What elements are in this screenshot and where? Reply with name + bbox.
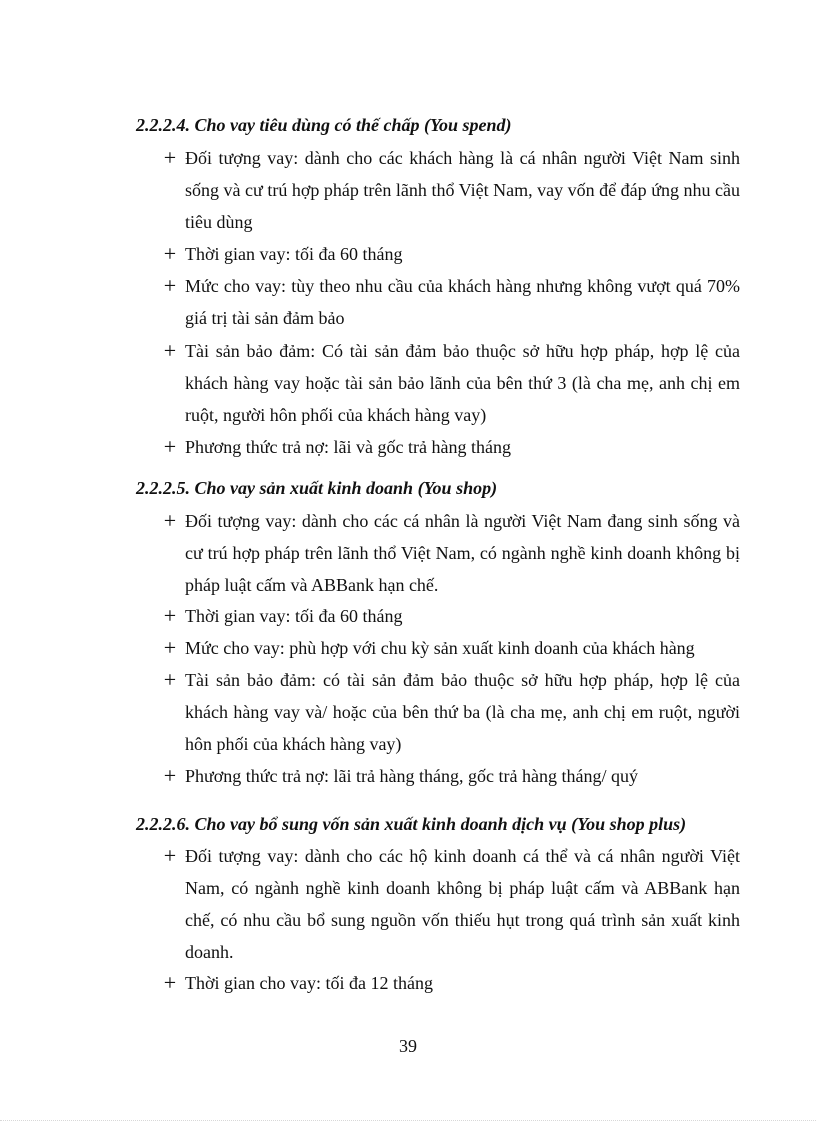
bullet-text: Phương thức trả nợ: lãi và gốc trả hàng tháng (185, 437, 511, 457)
bullet-text: Thời gian vay: tối đa 60 tháng (185, 244, 403, 264)
plus-bullet-icon: + (163, 273, 177, 298)
bullet-text: Thời gian cho vay: tối đa 12 tháng (185, 973, 433, 993)
bullet-item (160, 142, 740, 238)
plus-bullet-icon: + (163, 970, 177, 995)
bullet-text: Phương thức trả nợ: lãi trả hàng tháng, gốc trả hàng tháng/ quý (185, 766, 638, 786)
bullet-item (160, 840, 740, 968)
section-heading-2-2-2-4: 2.2.2.4. Cho vay tiêu dùng có thế chấp (You spend) (136, 115, 512, 135)
bullet-item (160, 238, 740, 270)
plus-bullet-icon: + (163, 508, 177, 533)
bullet-text: Mức cho vay: tùy theo nhu cầu của khách hàng nhưng không vượt quá 70% giá trị tài sản đảm bảo (185, 276, 740, 328)
bullet-text: Tài sản bảo đảm: có tài sản đảm bảo thuộc sở hữu hợp pháp, hợp lệ của khách hàng vay và/ hoặc của bên thứ ba (là cha mẹ, anh chị em ruột, người hôn phối của khách hàng vay) (185, 670, 740, 754)
section-heading-2-2-2-6: 2.2.2.6. Cho vay bổ sung vốn sản xuất kinh doanh dịch vụ (You shop plus) (136, 814, 687, 834)
bullet-item (160, 632, 740, 664)
bullet-item (160, 760, 740, 792)
bullet-text: Đối tượng vay: dành cho các khách hàng là cá nhân người Việt Nam sinh sống và cư trú hợp pháp trên lãnh thổ Việt Nam, vay vốn để đáp ứng nhu cầu tiêu dùng (185, 148, 740, 232)
plus-bullet-icon: + (163, 763, 177, 788)
plus-bullet-icon: + (163, 338, 177, 363)
footer-divider (0, 1120, 816, 1121)
bullet-item (160, 431, 740, 463)
plus-bullet-icon: + (163, 635, 177, 660)
bullet-text: Tài sản bảo đảm: Có tài sản đảm bảo thuộc sở hữu hợp pháp, hợp lệ của khách hàng vay hoặc tài sản bảo lãnh của bên thứ 3 (là cha mẹ, anh chị em ruột, người hôn phối của khách hàng vay) (185, 341, 740, 425)
bullet-text: Mức cho vay: phù hợp với chu kỳ sản xuất kinh doanh của khách hàng (185, 638, 695, 658)
plus-bullet-icon: + (163, 241, 177, 266)
bullet-item (160, 967, 740, 999)
bullet-text: Đối tượng vay: dành cho các cá nhân là người Việt Nam đang sinh sống và cư trú hợp pháp trên lãnh thổ Việt Nam, có ngành nghề kinh doanh không bị pháp luật cấm và ABBank hạn chế. (185, 511, 740, 595)
bullet-item (160, 505, 740, 601)
bullet-text: Thời gian vay: tối đa 60 tháng (185, 606, 403, 626)
bullet-item (160, 270, 740, 334)
bullet-text: Đối tượng vay: dành cho các hộ kinh doanh cá thể và cá nhân người Việt Nam, có ngành nghề kinh doanh không bị pháp luật cấm và ABBank hạn chế, có nhu cầu bổ sung nguồn vốn thiếu hụt trong quá trình sản xuất kinh doanh. (185, 846, 740, 962)
section-heading-2-2-2-5: 2.2.2.5. Cho vay sản xuất kinh doanh (You shop) (136, 478, 498, 498)
page-number: 39 (399, 1036, 417, 1056)
plus-bullet-icon: + (163, 603, 177, 628)
bullet-item (160, 600, 740, 632)
plus-bullet-icon: + (163, 145, 177, 170)
bullet-item (160, 664, 740, 760)
plus-bullet-icon: + (163, 434, 177, 459)
plus-bullet-icon: + (163, 667, 177, 692)
bullet-item (160, 335, 740, 431)
plus-bullet-icon: + (163, 843, 177, 868)
